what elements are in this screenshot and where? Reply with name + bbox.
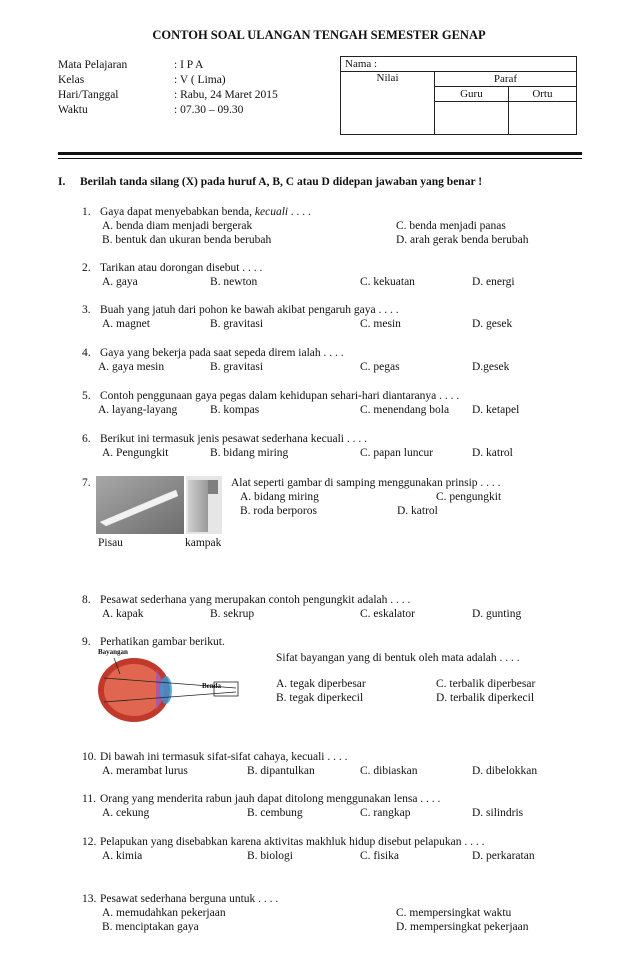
q5-option-a[interactable]: A. layang-layang: [98, 404, 178, 416]
question-5: 5. Contoh penggunaan gaya pegas dalam kehidupan sehari-hari diantaranya . . . .: [82, 390, 460, 402]
q10-option-c[interactable]: C. dibiaskan: [360, 765, 418, 777]
document-title: CONTOH SOAL ULANGAN TENGAH SEMESTER GENAP: [152, 28, 486, 42]
knife-and-axe-image: [96, 476, 222, 534]
score-header: Nilai: [341, 72, 435, 135]
q1-option-d[interactable]: D. arah gerak benda berubah: [396, 234, 529, 246]
q6-option-b[interactable]: B. bidang miring: [210, 447, 289, 459]
q9-option-d[interactable]: D. terbalik diperkecil: [436, 692, 535, 704]
info-value-subject: : I P A: [174, 59, 204, 71]
q5-option-c[interactable]: C. menendang bola: [360, 404, 450, 416]
q1-option-b[interactable]: B. bentuk dan ukuran benda berubah: [102, 234, 272, 246]
q3-option-c[interactable]: C. mesin: [360, 318, 401, 330]
q12-option-a[interactable]: A. kimia: [102, 850, 143, 862]
q8-option-c[interactable]: C. eskalator: [360, 608, 415, 620]
divider-thin: [58, 158, 582, 159]
object-label: Benda: [202, 682, 222, 690]
q7-option-d[interactable]: D. katrol: [397, 505, 438, 517]
q13-option-c[interactable]: C. mempersingkat waktu: [396, 907, 512, 919]
q7-option-c[interactable]: C. pengungkit: [436, 491, 502, 503]
q12-option-c[interactable]: C. fisika: [360, 850, 399, 862]
q5-option-b[interactable]: B. kompas: [210, 404, 260, 416]
q12-option-b[interactable]: B. biologi: [247, 850, 294, 862]
axe-label: kampak: [185, 537, 222, 549]
signature-header: Paraf: [435, 72, 577, 87]
question-10: 10. Di bawah ini termasuk sifat-sifat cahaya, kecuali . . . .: [82, 751, 348, 763]
info-value-time: : 07.30 – 09.30: [174, 104, 244, 116]
q5-option-d[interactable]: D. ketapel: [472, 404, 520, 416]
question-1: 1. Gaya dapat menyebabkan benda, kecuali . . . .: [82, 206, 312, 218]
q3-option-b[interactable]: B. gravitasi: [210, 318, 264, 330]
q2-option-b[interactable]: B. newton: [210, 276, 258, 288]
parent-header: Ortu: [508, 87, 576, 102]
divider-thick: [58, 152, 582, 155]
question-2: 2. Tarikan atau dorongan disebut . . . .: [82, 262, 263, 274]
q1-option-a[interactable]: A. benda diam menjadi bergerak: [102, 220, 253, 232]
question-9-subtext: Sifat bayangan yang di bentuk oleh mata adalah . . . .: [276, 652, 520, 664]
q3-option-a[interactable]: A. magnet: [102, 318, 150, 330]
q7-option-b[interactable]: B. roda berporos: [240, 505, 317, 517]
question-13: 13. Pesawat sederhana berguna untuk . . . .: [82, 893, 279, 905]
question-11: 11. Orang yang menderita rabun jauh dapat ditolong menggunakan lensa . . . .: [82, 793, 441, 805]
question-7-text: Alat seperti gambar di samping menggunakan prinsip . . . .: [231, 477, 501, 489]
q13-option-d[interactable]: D. mempersingkat pekerjaan: [396, 921, 529, 933]
info-label-date: Hari/Tanggal: [58, 89, 119, 101]
question-6: 6. Berikut ini termasuk jenis pesawat sederhana kecuali . . . .: [82, 433, 367, 445]
q4-option-b[interactable]: B. gravitasi: [210, 361, 264, 373]
info-label-class: Kelas: [58, 74, 85, 86]
question-9: 9. Perhatikan gambar berikut.: [82, 636, 225, 648]
name-field[interactable]: Nama :: [341, 57, 577, 72]
q13-option-a[interactable]: A. memudahkan pekerjaan: [102, 907, 226, 919]
question-7-number: 7.: [82, 477, 91, 489]
q2-option-c[interactable]: C. kekuatan: [360, 276, 415, 288]
q6-option-d[interactable]: D. katrol: [472, 447, 513, 459]
q11-option-c[interactable]: C. rangkap: [360, 807, 411, 819]
q6-option-c[interactable]: C. papan luncur: [360, 447, 434, 459]
q3-option-d[interactable]: D. gesek: [472, 318, 513, 330]
q11-option-b[interactable]: B. cembung: [247, 807, 303, 819]
q12-option-d[interactable]: D. perkaratan: [472, 850, 535, 862]
teacher-header: Guru: [435, 87, 509, 102]
grade-box: [340, 56, 577, 135]
q4-option-c[interactable]: C. pegas: [360, 361, 400, 373]
q9-option-c[interactable]: C. terbalik diperbesar: [436, 678, 536, 690]
q10-option-a[interactable]: A. merambat lurus: [102, 765, 188, 777]
q9-option-b[interactable]: B. tegak diperkecil: [276, 692, 364, 704]
q8-option-b[interactable]: B. sekrup: [210, 608, 255, 620]
q4-option-d[interactable]: D.gesek: [472, 361, 510, 373]
q8-option-a[interactable]: A. kapak: [102, 608, 144, 620]
q13-option-b[interactable]: B. menciptakan gaya: [102, 921, 199, 933]
question-3: 3. Buah yang jatuh dari pohon ke bawah akibat pengaruh gaya . . . .: [82, 304, 399, 316]
info-value-class: : V ( Lima): [174, 74, 226, 86]
q11-option-d[interactable]: D. silindris: [472, 807, 524, 819]
q9-option-a[interactable]: A. tegak diperbesar: [276, 678, 366, 690]
q2-option-a[interactable]: A. gaya: [102, 276, 138, 288]
q8-option-d[interactable]: D. gunting: [472, 608, 522, 620]
info-label-subject: Mata Pelajaran: [58, 59, 128, 71]
info-value-date: : Rabu, 24 Maret 2015: [174, 89, 278, 101]
question-8: 8. Pesawat sederhana yang merupakan contoh pengungkit adalah . . . .: [82, 594, 411, 606]
q4-option-a[interactable]: A. gaya mesin: [98, 361, 165, 373]
q10-option-d[interactable]: D. dibelokkan: [472, 765, 538, 777]
q11-option-a[interactable]: A. cekung: [102, 807, 150, 819]
section-heading: I. Berilah tanda silang (X) pada huruf A, B, C atau D didepan jawaban yang benar !: [58, 176, 483, 188]
info-label-time: Waktu: [58, 104, 88, 116]
question-12: 12. Pelapukan yang disebabkan karena aktivitas makhluk hidup disebut pelapukan . . . .: [82, 836, 485, 848]
knife-label: Pisau: [98, 537, 123, 549]
question-4: 4. Gaya yang bekerja pada saat sepeda direm ialah . . . .: [82, 347, 344, 359]
q10-option-b[interactable]: B. dipantulkan: [247, 765, 315, 777]
q6-option-a[interactable]: A. Pengungkit: [102, 447, 169, 459]
q1-option-c[interactable]: C. benda menjadi panas: [396, 220, 506, 232]
image-label: Bayangan: [98, 648, 128, 656]
q2-option-d[interactable]: D. energi: [472, 276, 515, 288]
parent-signature-cell[interactable]: [508, 102, 576, 135]
q7-option-a[interactable]: A. bidang miring: [240, 491, 319, 503]
eye-diagram-image: [96, 648, 246, 724]
teacher-signature-cell[interactable]: [435, 102, 509, 135]
